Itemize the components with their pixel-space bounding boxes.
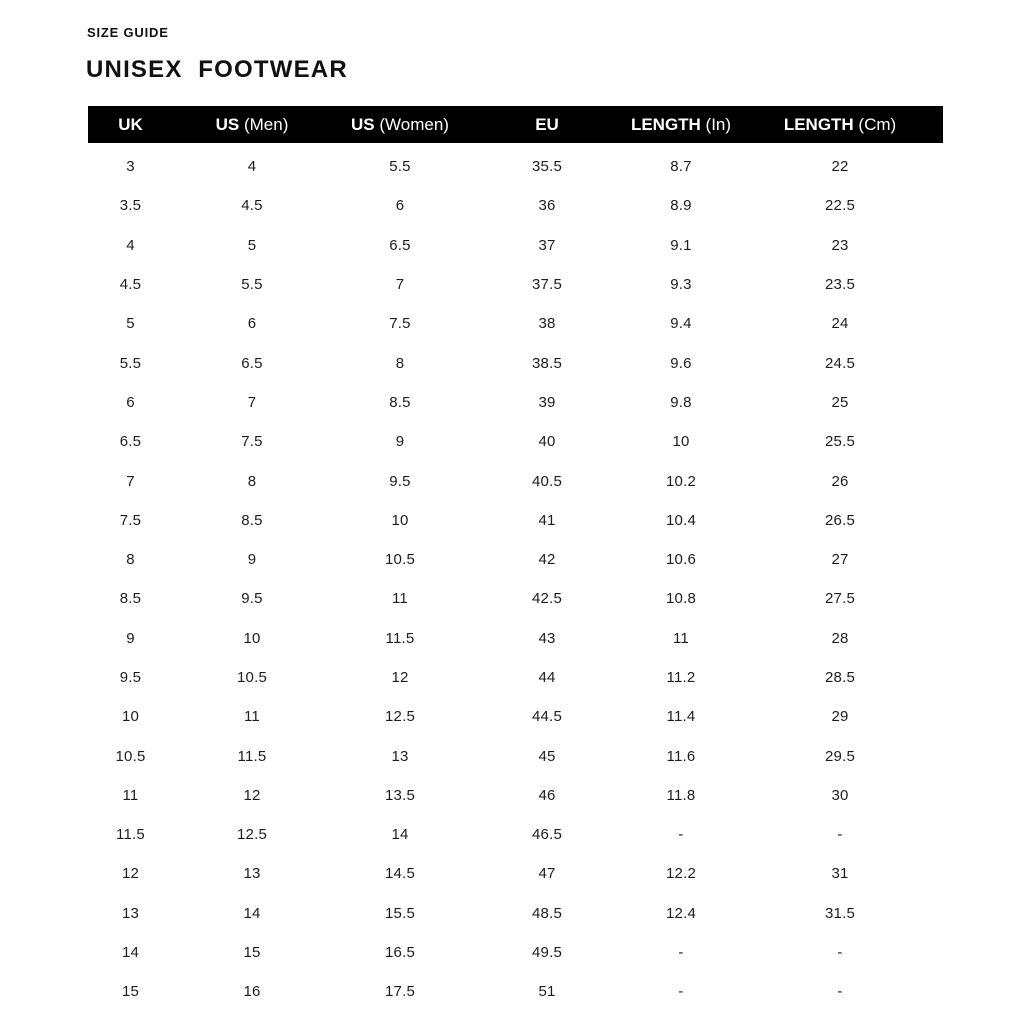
table-cell: 15 (243, 944, 261, 962)
table-cell: 8 (126, 551, 135, 569)
table-cell: 4 (126, 236, 135, 254)
table-cell: 31.5 (825, 904, 855, 922)
size-table (88, 106, 943, 1012)
table-cell: 36 (538, 197, 556, 215)
table-cell: 38 (538, 315, 556, 333)
table-cell: 11 (244, 708, 260, 726)
table-body (88, 143, 943, 1012)
table-cell: 46.5 (532, 826, 562, 844)
table-cell: 4.5 (241, 197, 263, 215)
table-cell: 44 (538, 669, 556, 686)
column-header-length-in-normal: (In) (700, 114, 732, 134)
table-cell: 4.5 (119, 276, 142, 294)
table-cell: 8.5 (119, 590, 142, 608)
table-row (88, 815, 943, 854)
table-row (88, 579, 943, 618)
column-header-uk (88, 115, 173, 135)
table-cell: 41 (538, 511, 556, 529)
table-cell: 27.5 (825, 590, 855, 608)
table-cell: 44.5 (532, 708, 562, 726)
table-cell: 7 (395, 276, 405, 294)
table-cell: 25.5 (825, 433, 855, 451)
table-row (88, 147, 943, 186)
table-cell: 28 (831, 629, 849, 647)
table-cell: 9.8 (670, 393, 692, 411)
table-row (88, 501, 943, 540)
column-header-length-cm-normal: (Cm) (853, 114, 897, 134)
table-cell: 11.4 (666, 708, 696, 726)
table-cell: 10 (243, 629, 261, 647)
table-cell: 11 (673, 629, 689, 647)
table-cell: 3.5 (119, 197, 142, 215)
table-cell: 10.5 (115, 747, 146, 765)
table-cell: 5.5 (119, 354, 142, 372)
table-cell: 12.2 (666, 865, 696, 883)
table-row (88, 343, 943, 382)
table-cell: 9.6 (670, 354, 692, 372)
table-cell: 37 (538, 236, 556, 254)
table-cell: 10.5 (385, 551, 415, 569)
table-cell: 48.5 (532, 904, 562, 922)
table-cell: 7.5 (389, 315, 411, 333)
table-cell: 23 (831, 236, 849, 254)
table-cell: 3 (126, 158, 135, 176)
table-cell: 10.2 (666, 472, 696, 490)
table-cell: 27 (831, 551, 849, 569)
table-cell: 12 (121, 865, 140, 883)
table-cell: - (837, 826, 843, 844)
table-cell: 8.7 (670, 158, 692, 176)
table-cell: 9.1 (670, 236, 692, 254)
table-cell: 8.9 (670, 197, 692, 215)
table-cell: 10 (121, 708, 140, 726)
table-row (88, 658, 943, 697)
table-cell: 35.5 (532, 158, 562, 176)
table-cell: 24.5 (825, 354, 855, 372)
table-cell: 40.5 (532, 472, 562, 490)
table-cell: - (678, 944, 684, 962)
table-cell: 11.2 (666, 669, 696, 686)
table-cell: 11.8 (666, 786, 696, 804)
column-header-us-women (331, 115, 469, 135)
table-cell: 43 (538, 629, 556, 647)
table-cell: 10.6 (666, 551, 696, 569)
table-row (88, 540, 943, 579)
table-cell: 16 (243, 983, 261, 1001)
table-cell: 6 (395, 197, 405, 215)
table-cell: 29 (831, 708, 849, 726)
table-row (88, 226, 943, 265)
table-cell: - (678, 826, 684, 844)
table-cell: 9.3 (670, 276, 692, 294)
table-cell: 22 (831, 158, 849, 176)
table-cell: 39 (538, 393, 556, 411)
table-cell: 45 (538, 747, 556, 765)
table-cell: 11 (392, 590, 408, 608)
table-cell: 5.5 (241, 276, 263, 294)
column-header-us-men (173, 115, 331, 135)
table-cell: 7 (126, 472, 135, 490)
table-cell: 31 (831, 865, 849, 883)
table-cell: 8 (247, 472, 257, 490)
table-cell: 47 (538, 865, 556, 883)
table-row (88, 265, 943, 304)
table-cell: 9.5 (119, 669, 142, 686)
table-row (88, 933, 943, 972)
table-row (88, 776, 943, 815)
column-header-eu (469, 115, 625, 135)
table-cell: 8.5 (241, 511, 263, 529)
table-cell: 14.5 (385, 865, 415, 883)
table-row (88, 422, 943, 461)
table-cell: 10.5 (237, 669, 267, 686)
table-cell: 12.4 (666, 904, 696, 922)
table-cell: 7.5 (119, 511, 142, 529)
table-cell: 46 (538, 786, 556, 804)
table-row (88, 697, 943, 736)
table-cell: 11.6 (666, 747, 696, 765)
table-cell: 10.8 (666, 590, 696, 608)
table-cell: 51 (538, 983, 556, 1001)
column-header-length-in (625, 115, 737, 135)
table-cell: 16.5 (385, 944, 415, 962)
table-cell: 6.5 (119, 433, 142, 451)
size-guide-label: SIZE GUIDE (87, 25, 169, 40)
table-cell: 13.5 (385, 786, 415, 804)
table-cell: 6 (126, 393, 135, 411)
table-cell: 42.5 (532, 590, 562, 608)
table-cell: 6.5 (241, 354, 263, 372)
table-cell: 38.5 (532, 354, 562, 372)
table-cell: 28.5 (825, 669, 855, 686)
table-cell: 13 (121, 904, 140, 922)
table-cell: 29.5 (825, 747, 855, 765)
table-cell: 4 (247, 158, 257, 176)
table-cell: 12 (243, 786, 261, 804)
table-cell: 12.5 (237, 826, 267, 844)
table-cell: 8 (395, 354, 405, 372)
column-header-length-in-bold: LENGTH (630, 114, 701, 134)
table-cell: 42 (538, 551, 556, 569)
table-cell: 26.5 (825, 511, 855, 529)
column-header-length-cm-bold: LENGTH (783, 114, 854, 134)
table-cell: 10.4 (666, 511, 696, 529)
table-cell: 22.5 (825, 197, 855, 215)
table-cell: 25 (831, 393, 849, 411)
table-cell: 9.5 (241, 590, 263, 608)
table-cell: 8.5 (389, 393, 411, 411)
page-title: UNISEX FOOTWEAR (86, 56, 348, 83)
table-cell: 17.5 (385, 983, 415, 1001)
table-cell: 9.4 (670, 315, 692, 333)
table-row (88, 894, 943, 933)
table-row (88, 304, 943, 343)
table-cell: 10 (672, 433, 690, 451)
table-cell: 11 (122, 786, 139, 804)
table-cell: 10 (391, 511, 409, 529)
table-cell: 14 (391, 826, 409, 844)
table-cell: 7 (247, 393, 257, 411)
table-cell: - (837, 944, 843, 962)
table-cell: 6 (247, 315, 257, 333)
column-header-us-women-bold: US (351, 114, 375, 134)
table-cell: 9 (395, 433, 405, 451)
table-cell: 9.5 (389, 472, 411, 490)
column-header-eu-bold: EU (535, 114, 559, 134)
table-cell: 15.5 (385, 904, 415, 922)
table-cell: 12 (391, 669, 409, 686)
table-cell: 40 (538, 433, 556, 451)
table-row (88, 619, 943, 658)
table-cell: 5 (126, 315, 135, 333)
table-cell: - (837, 983, 843, 1001)
table-cell: - (678, 983, 684, 1001)
column-header-length-cm (737, 115, 943, 135)
table-row (88, 736, 943, 775)
column-header-us-men-bold: US (215, 114, 240, 134)
column-header-uk-bold: UK (118, 114, 143, 134)
table-cell: 11.5 (385, 629, 415, 647)
table-cell: 9 (126, 629, 135, 647)
table-header-row (88, 106, 943, 143)
table-row (88, 972, 943, 1011)
table-cell: 13 (391, 747, 409, 765)
table-cell: 37.5 (532, 276, 562, 294)
table-cell: 14 (243, 904, 261, 922)
table-cell: 30 (831, 786, 849, 804)
column-header-us-men-normal: (Men) (239, 114, 289, 134)
column-header-us-women-normal: (Women) (374, 114, 449, 134)
table-cell: 49.5 (532, 944, 562, 962)
table-cell: 11.5 (116, 826, 145, 844)
table-cell: 5.5 (389, 158, 411, 176)
table-cell: 26 (831, 472, 849, 490)
table-cell: 6.5 (389, 236, 411, 254)
table-cell: 13 (243, 865, 261, 883)
table-cell: 5 (247, 236, 257, 254)
table-cell: 24 (831, 315, 849, 333)
table-cell: 15 (121, 983, 140, 1001)
table-cell: 11.5 (237, 747, 267, 765)
table-row (88, 186, 943, 225)
table-cell: 7.5 (241, 433, 263, 451)
table-cell: 12.5 (385, 708, 415, 726)
table-cell: 23.5 (825, 276, 855, 294)
table-row (88, 461, 943, 500)
table-cell: 9 (247, 551, 257, 569)
table-cell: 14 (121, 944, 140, 962)
table-row (88, 854, 943, 893)
table-row (88, 383, 943, 422)
